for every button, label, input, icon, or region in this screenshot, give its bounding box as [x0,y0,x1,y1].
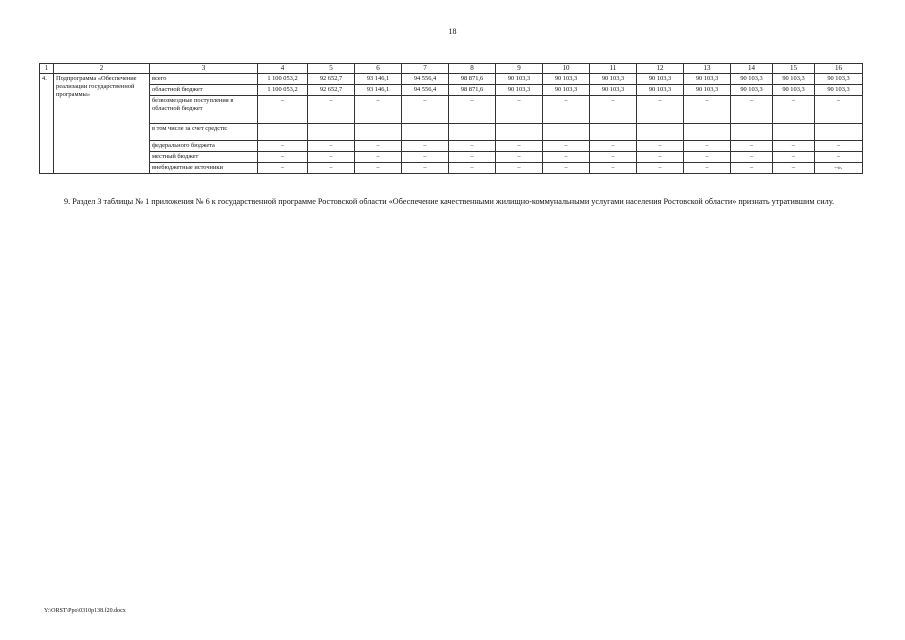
table-row [40,140,863,151]
table-cell: – [449,140,496,151]
funding-source-label: федерального бюджета [150,140,258,151]
table-cell [496,123,543,140]
table-cell [773,123,815,140]
funding-source-label: безвозмездные поступления в областной бюджет [150,95,258,123]
table-cell: 94 556,4 [402,73,449,84]
table-cell: 90 103,3 [684,73,731,84]
table-cell: – [815,140,863,151]
table-cell: – [449,162,496,173]
funding-source-label: местный бюджет [150,151,258,162]
table-cell: – [637,151,684,162]
table-cell: 1 100 053,2 [258,84,308,95]
table-cell [543,123,590,140]
table-cell: – [402,140,449,151]
table-body [40,73,863,173]
table-cell: 98 871,6 [449,84,496,95]
table-cell: – [773,162,815,173]
table-cell: – [355,95,402,123]
column-header: 1 [40,64,54,74]
table-cell: – [308,151,355,162]
table-cell: 90 103,3 [815,73,863,84]
table-row [40,123,863,140]
column-header: 5 [308,64,355,74]
table-cell: – [308,162,355,173]
column-header: 12 [637,64,684,74]
table-cell: – [590,140,637,151]
table-cell: – [496,95,543,123]
table-cell [684,123,731,140]
funding-source-label: внебюджетные источники [150,162,258,173]
table-cell: – [684,140,731,151]
table-cell: 90 103,3 [731,84,773,95]
column-header: 4 [258,64,308,74]
table-cell: – [258,151,308,162]
table-cell: – [355,162,402,173]
table-cell: 90 103,3 [684,84,731,95]
subprogram-name: Подпрограмма «Обеспечение реализации государственной программы» [54,73,150,173]
table-cell: 90 103,3 [590,73,637,84]
table-cell: – [355,151,402,162]
column-header: 11 [590,64,637,74]
table-cell: – [684,162,731,173]
table-cell: – [496,140,543,151]
table-cell: 92 652,7 [308,73,355,84]
table-cell: – [543,140,590,151]
table-cell: – [402,95,449,123]
table-cell: – [637,140,684,151]
column-header: 9 [496,64,543,74]
table-cell: – [308,95,355,123]
file-path-footer: Y:\ORST\Ppo\0310p138.f20.docx [44,608,126,614]
table-cell: – [731,151,773,162]
table-cell: 90 103,3 [637,73,684,84]
table-row [40,73,863,84]
table-cell: 90 103,3 [773,84,815,95]
table-cell: – [543,162,590,173]
table-cell [449,123,496,140]
table-cell: – [449,95,496,123]
table-cell [308,123,355,140]
table-cell [402,123,449,140]
table-cell: – [731,95,773,123]
table-cell: 93 146,1 [355,73,402,84]
table-cell: 90 103,3 [731,73,773,84]
column-header: 16 [815,64,863,74]
table-cell: – [449,151,496,162]
table-cell: 90 103,3 [496,73,543,84]
table-cell: 94 556,4 [402,84,449,95]
table-cell [355,123,402,140]
column-header: 3 [150,64,258,74]
table-header-row [40,64,863,74]
table-cell: – [308,140,355,151]
column-header: 13 [684,64,731,74]
table-cell: 90 103,3 [637,84,684,95]
table-cell: 90 103,3 [773,73,815,84]
column-header: 14 [731,64,773,74]
table-row [40,162,863,173]
table-cell: – [773,95,815,123]
table-cell: – [402,162,449,173]
table-cell: – [590,95,637,123]
table-cell: – [590,162,637,173]
column-header: 7 [402,64,449,74]
table-cell: – [684,95,731,123]
table-cell: 90 103,3 [815,84,863,95]
table-cell: – [496,151,543,162]
table-cell: – [402,151,449,162]
table-cell: 98 871,6 [449,73,496,84]
body-paragraph: 9. Раздел 3 таблицы № 1 приложения № 6 к государственной программе Ростовской области «Обеспечение качественными жилищно-коммунальными услугами населения Ростовской области» признать утратившим силу. [64,197,835,206]
table-cell: 90 103,3 [543,84,590,95]
page-number: 18 [448,27,457,36]
funding-source-label: областной бюджет [150,84,258,95]
table-cell: 90 103,3 [543,73,590,84]
table-cell: 90 103,3 [496,84,543,95]
row-number: 4. [40,73,54,173]
column-header: 6 [355,64,402,74]
table-row [40,95,863,123]
table-cell: 93 146,1 [355,84,402,95]
table-cell: –». [815,162,863,173]
table-cell: 92 652,7 [308,84,355,95]
table-cell: – [684,151,731,162]
table-row [40,151,863,162]
table-cell: – [543,151,590,162]
table-cell [637,123,684,140]
column-header: 15 [773,64,815,74]
table-cell [590,123,637,140]
table-cell: – [355,140,402,151]
column-header: 10 [543,64,590,74]
table-cell: – [731,162,773,173]
table-cell: – [590,151,637,162]
table-cell: – [258,95,308,123]
table-cell: – [543,95,590,123]
table-cell: – [815,151,863,162]
table-row [40,84,863,95]
budget-table [39,63,863,174]
table-cell: – [815,95,863,123]
funding-source-label: в том числе за счет средств: [150,123,258,140]
table-cell: 90 103,3 [590,84,637,95]
column-header: 8 [449,64,496,74]
funding-source-label: всего [150,73,258,84]
table-cell: 1 100 053,2 [258,73,308,84]
table-cell [731,123,773,140]
table-cell: – [773,151,815,162]
table-cell: – [496,162,543,173]
table-cell: – [637,162,684,173]
table-cell: – [731,140,773,151]
table-cell: – [258,140,308,151]
table-cell: – [258,162,308,173]
column-header: 2 [54,64,150,74]
table-cell [258,123,308,140]
table-cell: – [773,140,815,151]
table-cell: – [637,95,684,123]
table-cell [815,123,863,140]
